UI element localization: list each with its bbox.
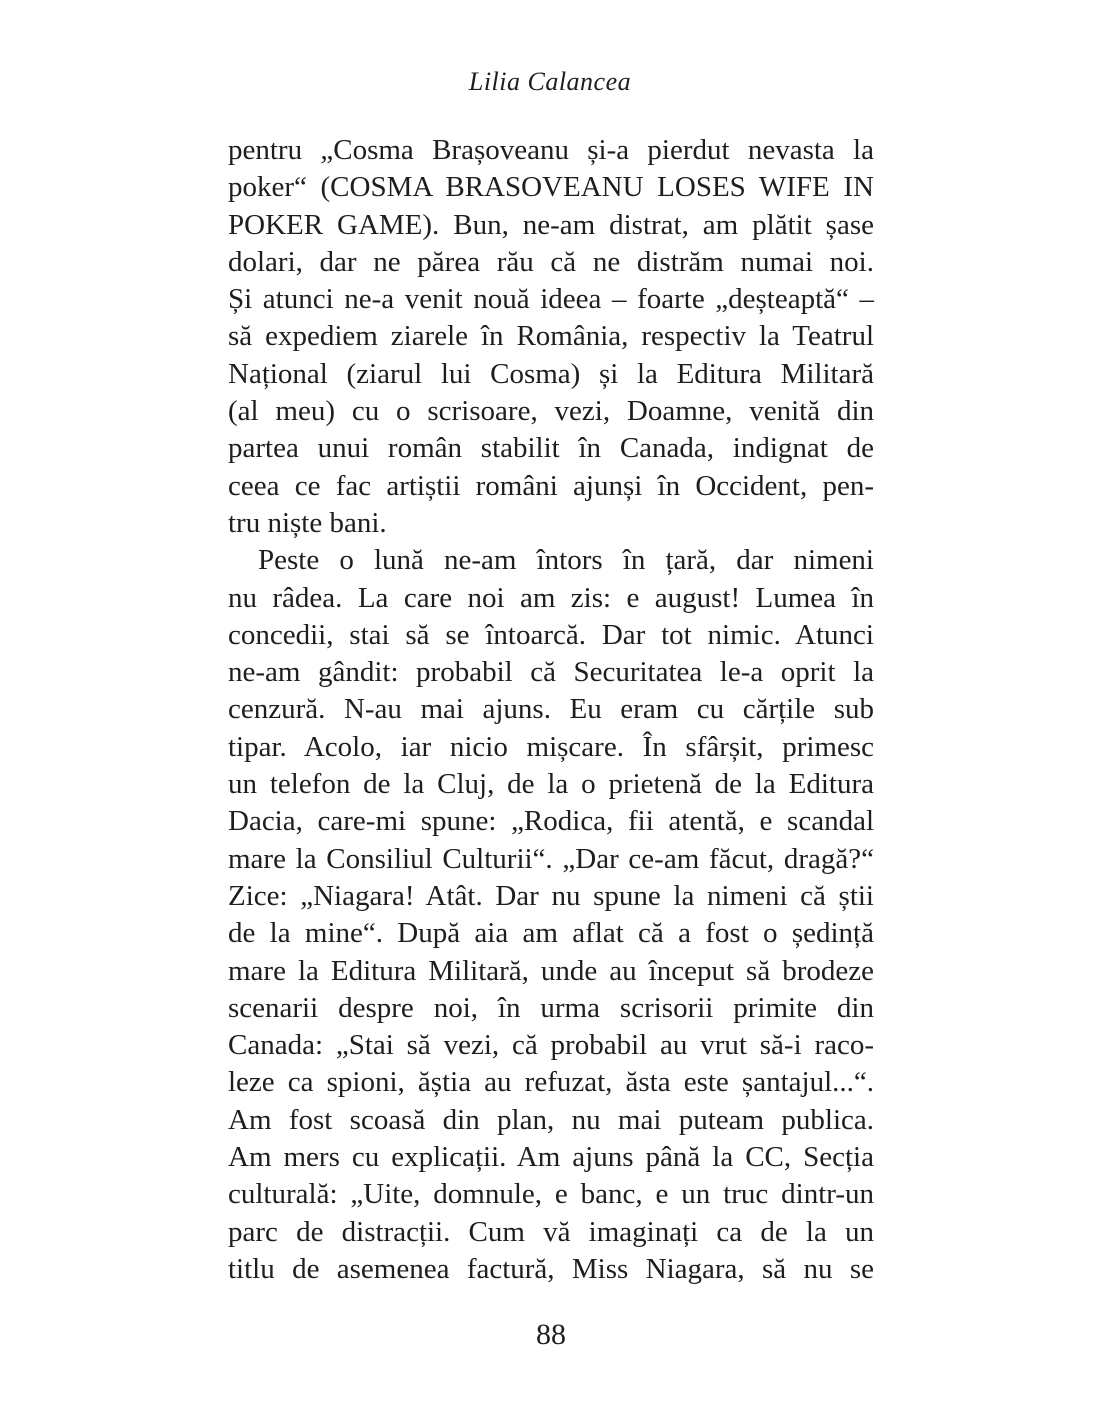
text-line: ceea ce fac artiștii români ajunși în Occident, pen- [228,469,874,502]
text-line: mare la Consiliul Culturii“. „Dar ce-am făcut, dragă?“ [228,842,874,875]
text-line: Peste o lună ne-am întors în țară, dar nimeni [258,544,874,577]
text-line: scenarii despre noi, în urma scrisorii primite din [228,991,874,1024]
text-line: concedii, stai să se întoarcă. Dar tot nimic. Atunci [228,618,874,651]
paragraph [228,542,874,1288]
text-line: Și atunci ne-a venit nouă ideea – foarte „deșteaptă“ – [228,283,874,316]
running-header: Lilia Calancea [468,67,632,96]
text-line: nu râdea. La care noi am zis: e august! Lumea în [228,581,874,614]
text-line: să expediem ziarele în România, respectiv la Teatrul [228,320,874,353]
page-number: 88 [536,1318,566,1351]
paragraph [228,132,874,542]
text-line: partea unui român stabilit în Canada, indignat de [228,432,874,465]
text-line: Național (ziarul lui Cosma) și la Editura Militară [228,357,874,390]
text-line: poker“ (COSMA BRASOVEANU LOSES WIFE IN [228,171,874,204]
text-line: pentru „Cosma Brașoveanu și-a pierdut nevasta la [228,134,874,166]
text-line: tru niște bani. [228,506,387,539]
text-line: leze ca spioni, ăștia au refuzat, ăsta este șantajul...“. [228,1066,874,1099]
text-line: dolari, dar ne părea rău că ne distrăm numai noi. [228,245,874,278]
text-line: Am mers cu explicații. Am ajuns până la CC, Secția [228,1141,874,1174]
text-line: Am fost scoasă din plan, nu mai puteam publica. [228,1103,874,1136]
body-text [228,132,874,1288]
text-line: culturală: „Uite, domnule, e banc, e un truc dintr-un [228,1178,874,1211]
text-line: de la mine“. După aia am aflat că a fost o ședință [228,917,874,950]
text-line: parc de distracții. Cum vă imaginați ca de la un [228,1215,874,1248]
text-line: Canada: „Stai să vezi, că probabil au vrut să-i raco- [228,1029,874,1062]
text-line: ne-am gândit: probabil că Securitatea le-a oprit la [228,656,874,689]
text-line: (al meu) cu o scrisoare, vezi, Doamne, venită din [228,395,874,428]
text-line: POKER GAME). Bun, ne-am distrat, am plătit șase [228,208,874,241]
text-line: Dacia, care-mi spune: „Rodica, fii atentă, e scandal [228,805,874,838]
text-line: cenzură. N-au mai ajuns. Eu eram cu cărțile sub [228,693,874,726]
text-line: mare la Editura Militară, unde au început să brodeze [228,954,874,987]
text-line: un telefon de la Cluj, de la o prietenă de la Editura [228,768,874,801]
text-line: tipar. Acolo, iar nicio mișcare. În sfârșit, primesc [228,730,874,763]
text-line: Zice: „Niagara! Atât. Dar nu spune la nimeni că știi [228,879,874,912]
text-line: titlu de asemenea factură, Miss Niagara, să nu se [228,1252,874,1285]
